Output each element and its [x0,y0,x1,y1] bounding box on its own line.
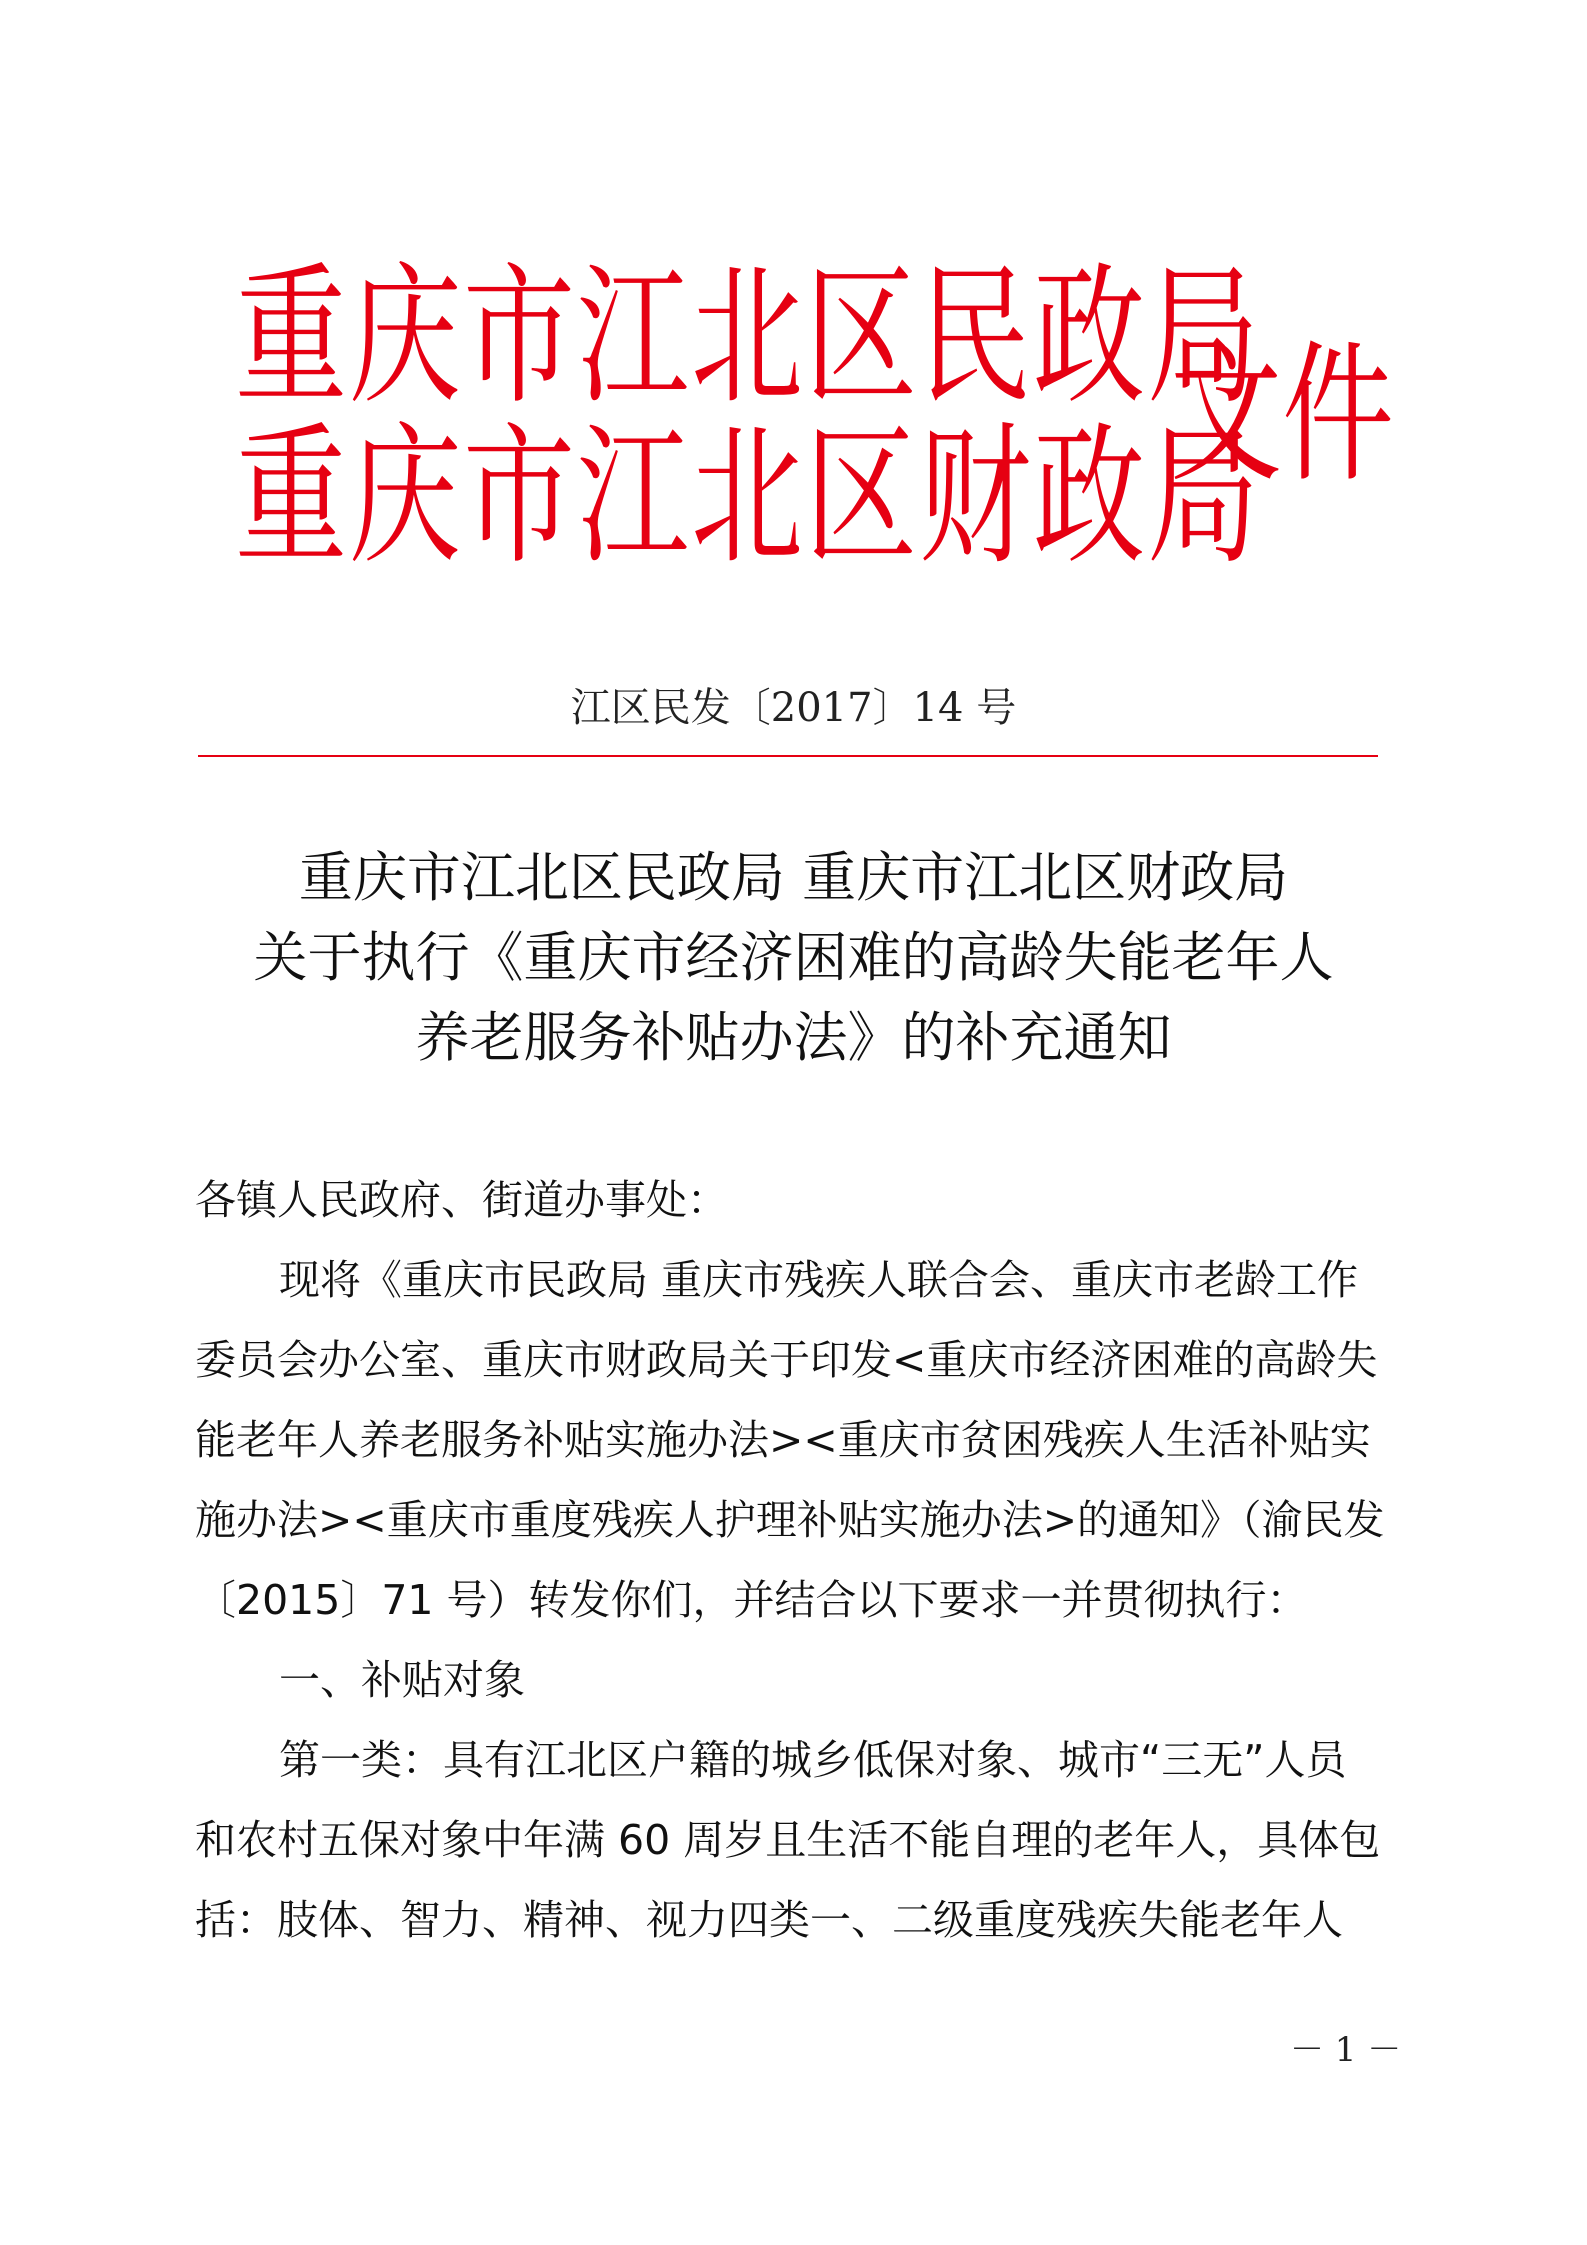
title-line: 关于执行《重庆市经济困难的高龄失能老年人 [253,926,1334,989]
masthead-issuer-civil-affairs: 重庆市江北区民政局 [235,249,1261,426]
title-line: 养老服务补贴办法》的补充通知 [415,1006,1172,1069]
paragraph-line: 〔2015〕71 号）转发你们，并结合以下要求一并贯彻执行： [195,1576,1308,1624]
document-body [195,1160,1405,1960]
masthead-document-label: 文件 [1170,327,1394,504]
paragraph-line: 能老年人养老服务补贴实施办法><重庆市贫困残疾人生活补贴实 [195,1416,1371,1464]
paragraph-line: 括：肢体、智力、精神、视力四类一、二级重度残疾失能老年人 [195,1896,1343,1944]
red-divider-line [198,755,1378,757]
document-number: 江区民发〔2017〕14 号 [570,685,1017,731]
section-heading: 一、补贴对象 [279,1656,525,1704]
paragraph-line: 和农村五保对象中年满 60 周岁且生活不能自理的老年人，具体包 [195,1816,1381,1864]
paragraph-line: 现将《重庆市民政局 重庆市残疾人联合会、重庆市老龄工作 [279,1256,1359,1304]
page-number: － 1 － [1290,2030,1402,2070]
masthead-issuer-finance: 重庆市江北区财政局 [235,409,1261,586]
salutation: 各镇人民政府、街道办事处： [195,1176,728,1224]
paragraph-line: 第一类：具有江北区户籍的城乡低保对象、城市“三无”人员 [279,1736,1347,1784]
paragraph-line: 委员会办公室、重庆市财政局关于印发<重庆市经济困难的高龄失 [195,1336,1378,1384]
document-title [0,838,1587,1078]
title-line: 重庆市江北区民政局 重庆市江北区财政局 [298,846,1289,909]
paragraph-line: 施办法><重庆市重度残疾人护理补贴实施办法>的通知》（渝民发 [195,1496,1385,1544]
